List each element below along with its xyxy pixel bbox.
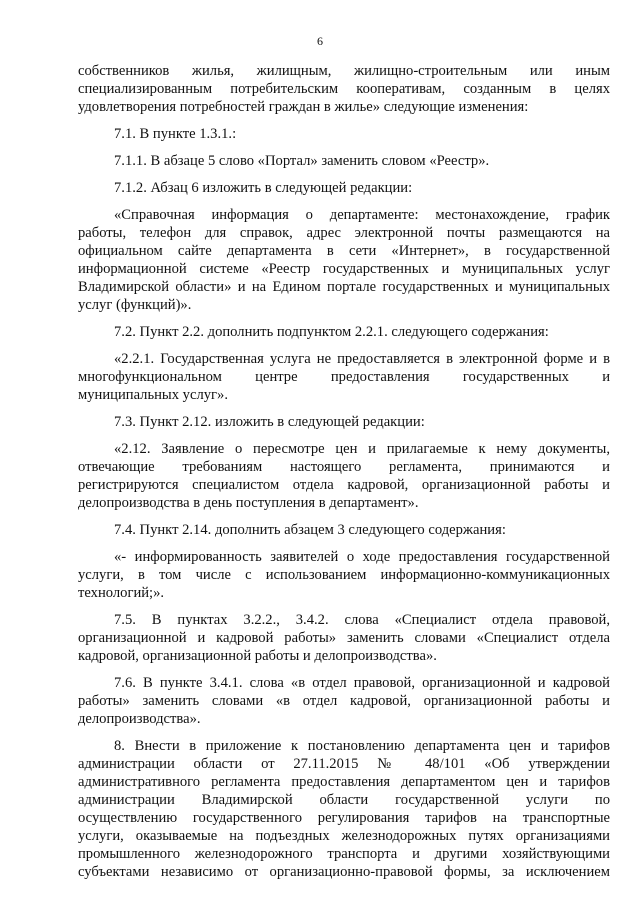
paragraph-quote-2-12	[78, 440, 610, 512]
text-line: многофункциональном центре предоставления государственных и	[78, 369, 610, 385]
text-line: «- информированность заявителей о ходе предоставления государственной	[114, 549, 610, 565]
text-line: делопроизводства».	[78, 711, 201, 727]
text-line: собственников жилья, жилищным, жилищно-строительным или иным	[78, 63, 610, 79]
text-line: информационной системе «Реестр государственных и муниципальных услуг	[78, 261, 610, 277]
text-line: администрации Владимирской области государственной услуги по	[78, 792, 610, 808]
text-line: услуги, оказываемые на подъездных железнодорожных путях организациями	[78, 828, 610, 844]
text-line: технологий;».	[78, 585, 165, 601]
text-line: 7.1.1. В абзаце 5 слово «Портал» заменить словом «Реестр».	[114, 153, 490, 169]
text-line: официальном сайте департамента в сети «Интернет», в государственной	[78, 243, 610, 259]
paragraph-7-2	[78, 323, 610, 341]
text-line: «2.2.1. Государственная услуга не предоставляется в электронной форме и в	[114, 351, 610, 367]
paragraph-7-5	[78, 611, 610, 665]
text-line: 7.4. Пункт 2.14. дополнить абзацем 3 следующего содержания:	[114, 522, 506, 538]
text-line: организационной и кадровой работы» заменить словами «Специалист отдела	[78, 630, 610, 646]
paragraph-7-1	[78, 125, 610, 143]
text-line: 7.1.2. Абзац 6 изложить в следующей редакции:	[114, 180, 413, 196]
text-line: работы, телефон для справок, адрес электронной почты размещаются на	[78, 225, 610, 241]
paragraph-quote-reference-info	[78, 206, 610, 314]
text-line: «Справочная информация о департаменте: местонахождение, график	[114, 207, 610, 223]
text-line: 7.2. Пункт 2.2. дополнить подпунктом 2.2.1. следующего содержания:	[114, 324, 549, 340]
text-line: осуществлению государственного регулирования тарифов на транспортные	[78, 810, 610, 826]
text-line: Владимирской области» и на Едином портале государственных и муниципальных	[78, 279, 610, 295]
text-line: услуги, в том числе с использованием информационно-коммуникационных	[78, 567, 610, 583]
text-line: специализированным потребительским кооперативам, созданным в целях	[78, 81, 610, 97]
paragraph-7-6	[78, 674, 610, 728]
text-line: административного регламента предоставления департаментом цен и тарифов	[78, 774, 610, 790]
text-line: делопроизводства в день поступления в департамент».	[78, 495, 419, 511]
text-line: 7.1. В пункте 1.3.1.:	[114, 126, 237, 142]
text-line: услуг (функций)».	[78, 297, 192, 313]
paragraph-7-4	[78, 521, 610, 539]
text-line: 7.5. В пунктах 3.2.2., 3.4.2. слова «Специалист отдела правовой,	[114, 612, 610, 628]
text-line: 7.3. Пункт 2.12. изложить в следующей редакции:	[114, 414, 425, 430]
text-line: отвечающие требованиям настоящего регламента, принимаются и	[78, 459, 610, 475]
text-line: работы» заменить словами «в отдел кадровой, организационной работы и	[78, 693, 610, 709]
paragraph-7-1-1	[78, 152, 610, 170]
text-line: муниципальных услуг».	[78, 387, 228, 403]
paragraph-8	[78, 737, 610, 881]
text-line: «2.12. Заявление о пересмотре цен и прилагаемые к нему документы,	[114, 441, 610, 457]
text-line: удовлетворения потребностей граждан в жилье» следующие изменения:	[78, 99, 529, 115]
text-line: регистрируются специалистом отдела кадровой, организационной работы и	[78, 477, 610, 493]
paragraph-quote-2-2-1	[78, 350, 610, 404]
paragraph-7-3	[78, 413, 610, 431]
text-line: администрации области от 27.11.2015 № 48/101 «Об утверждении	[78, 756, 610, 772]
text-line: 8. Внести в приложение к постановлению департамента цен и тарифов	[114, 738, 610, 754]
document-body	[78, 62, 610, 881]
paragraph-intro-continuation	[78, 62, 610, 116]
text-line: 7.6. В пункте 3.4.1. слова «в отдел правовой, организационной и кадровой	[114, 675, 610, 691]
text-line: кадровой, организационной работы и делопроизводства».	[78, 648, 437, 664]
paragraph-quote-2-14	[78, 548, 610, 602]
paragraph-7-1-2	[78, 179, 610, 197]
text-line: промышленного железнодорожного транспорта и другими хозяйствующими	[78, 846, 610, 862]
page-number: 6	[317, 34, 323, 48]
text-line: субъектами независимо от организационно-правовой формы, за исключением	[78, 864, 610, 880]
